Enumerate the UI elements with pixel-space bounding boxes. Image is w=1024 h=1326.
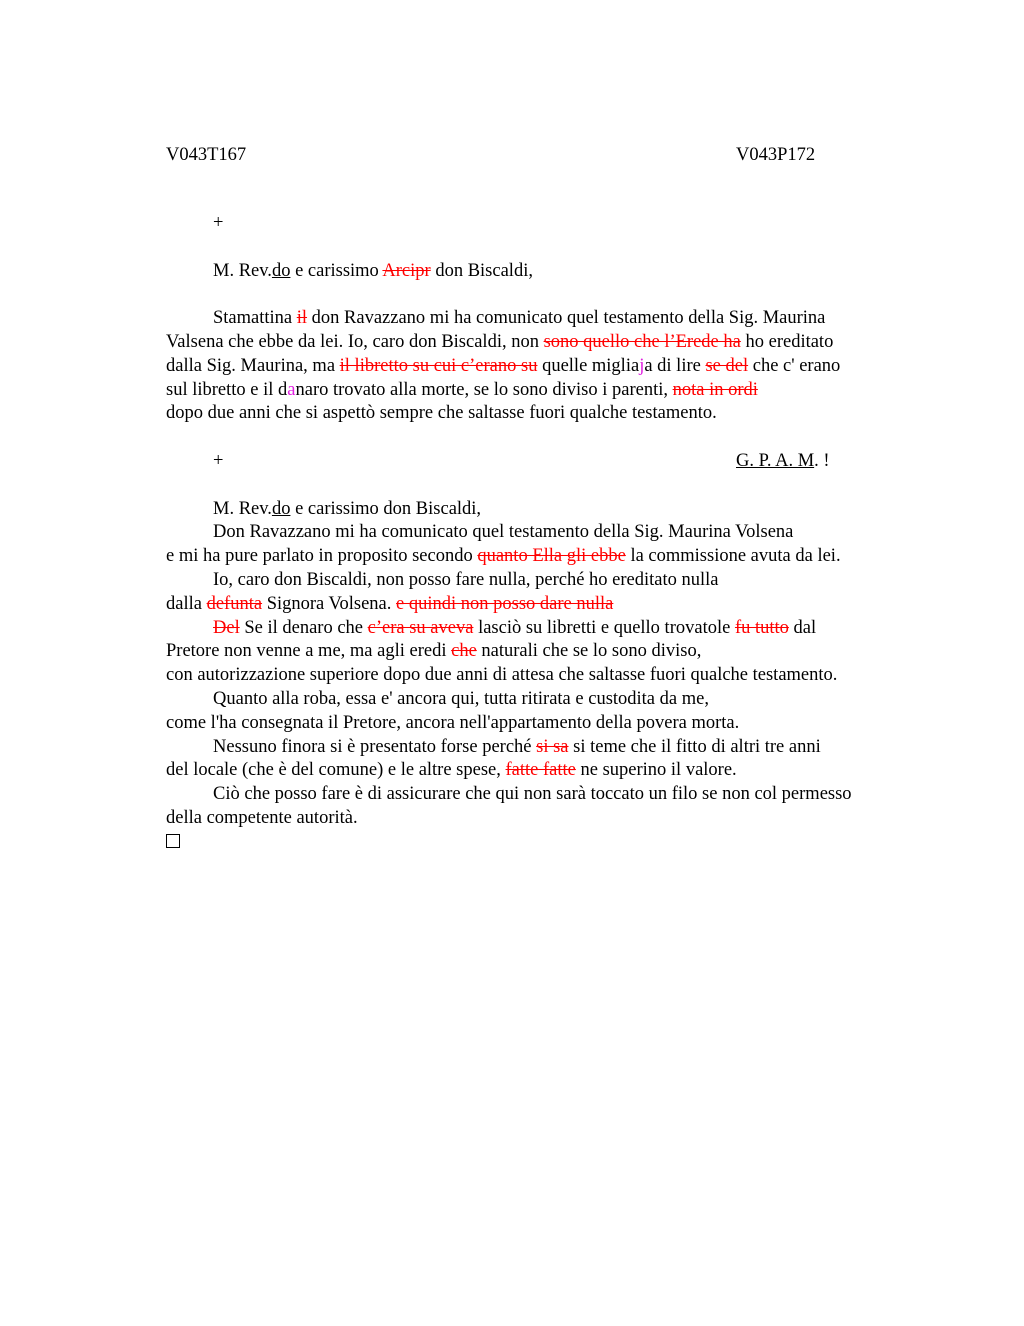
draft2-cross: + <box>213 450 224 471</box>
deleted-text: sono quello che l’Erede ha <box>543 331 741 352</box>
text-segment: Stamattina <box>213 308 297 329</box>
text-line <box>166 402 926 426</box>
deleted-text: defunta <box>206 593 263 614</box>
text-segment: Pretore non venne a me, ma agli eredi <box>166 641 452 662</box>
text-segment: Se il denaro che <box>239 617 368 638</box>
draft2-paragraphs <box>166 521 926 830</box>
draft1-salutation <box>166 260 926 284</box>
deleted-text: quanto Ella gli ebbe <box>477 546 626 567</box>
text-segment: Signora Volsena. <box>262 593 397 614</box>
text-line <box>166 688 926 712</box>
text-segment: Quanto alla roba, essa e' ancora qui, tutta ritirata e custodita da me, <box>213 688 709 709</box>
text-segment: come l'ha consegnata il Pretore, ancora nell'appartamento della povera morta. <box>166 712 740 733</box>
underlined-abbrev: do <box>271 498 291 519</box>
text-segment: Valsena che ebbe da lei. Io, caro don Biscaldi, non <box>166 331 544 352</box>
text-segment: sul libretto e il d <box>166 379 288 400</box>
deleted-text: fu tutto <box>734 617 789 638</box>
deleted-text: che <box>451 641 477 662</box>
text-segment: della competente autorità. <box>166 807 358 828</box>
text-segment: che c' erano <box>748 355 841 376</box>
text-line <box>166 664 926 688</box>
draft2-header-line <box>166 450 926 474</box>
text-segment: quelle miglia <box>537 355 640 376</box>
text-line <box>166 783 926 807</box>
text-line <box>166 617 926 641</box>
document-ref-right: V043P172 <box>736 145 816 165</box>
deleted-text: si sa <box>536 736 569 757</box>
text-segment: dal <box>788 617 817 638</box>
text-segment: Io, caro don Biscaldi, non posso fare nulla, perché ho ereditato nulla <box>213 569 719 590</box>
inserted-letter: a <box>287 379 296 400</box>
text-segment: a di lire <box>644 355 706 376</box>
signature-underlined: G. P. A. M <box>736 450 815 471</box>
signature-initials <box>736 450 830 474</box>
text-line <box>166 759 926 783</box>
text-segment: con autorizzazione superiore dopo due anni di attesa che saltasse fuori qualche testamento. <box>166 665 838 686</box>
draft2-salutation <box>166 498 926 522</box>
text-line <box>166 593 926 617</box>
text-line <box>166 807 926 831</box>
deleted-text: se del <box>705 355 749 376</box>
text-segment: lasciò su libretti e quello trovatole <box>473 617 735 638</box>
text-segment: don Ravazzano mi ha comunicato quel testamento della Sig. Maurina <box>307 308 826 329</box>
deleted-text: nota in ordi <box>672 379 758 400</box>
deleted-text: c’era su aveva <box>367 617 474 638</box>
document-ref-left: V043T167 <box>166 145 247 165</box>
text-segment: M. Rev. <box>213 260 272 281</box>
text-segment: si teme che il fitto di altri tre anni <box>568 736 821 757</box>
text-segment: ho ereditato <box>740 331 834 352</box>
text-segment: Don Ravazzano mi ha comunicato quel testamento della Sig. Maurina Volsena <box>213 522 794 543</box>
text-segment: la commissione avuta da lei. <box>625 546 841 567</box>
text-line <box>166 712 926 736</box>
deleted-text: Del <box>213 617 240 638</box>
text-segment: dalla <box>166 593 207 614</box>
text-line <box>166 331 926 355</box>
text-segment: dalla Sig. Maurina, ma <box>166 355 340 376</box>
text-segment: e carissimo <box>290 260 383 281</box>
text-segment: Ciò che posso fare è di assicurare che qui non sarà toccato un filo se non col permesso <box>213 784 852 805</box>
draft1-paragraphs <box>166 307 926 426</box>
deleted-text: e quindi non posso dare nulla <box>396 593 614 614</box>
text-segment: naturali che se lo sono diviso, <box>476 641 702 662</box>
signature-suffix: . ! <box>814 450 830 471</box>
inserted-letter: j <box>639 355 645 376</box>
text-segment: del locale (che è del comune) e le altre spese, <box>166 760 506 781</box>
deleted-text: fatte fatte <box>505 760 576 781</box>
text-line <box>166 736 926 760</box>
deleted-text: il libretto su cui c’erano su <box>339 355 538 376</box>
text-segment: don Biscaldi, <box>430 260 533 281</box>
box-icon <box>166 834 180 848</box>
letter-body <box>166 212 926 855</box>
text-segment: e mi ha pure parlato in proposito secondo <box>166 546 478 567</box>
text-segment: e carissimo don Biscaldi, <box>290 498 482 519</box>
text-line <box>166 569 926 593</box>
text-line <box>166 355 926 379</box>
text-segment: dopo due anni che si aspettò sempre che saltasse fuori qualche testamento. <box>166 403 717 424</box>
draft1-cross: + <box>213 213 224 233</box>
text-segment: M. Rev. <box>213 498 272 519</box>
text-segment: Nessuno finora si è presentato forse perché <box>213 736 537 757</box>
end-mark-line <box>166 831 926 855</box>
text-line <box>166 640 926 664</box>
text-line <box>166 307 926 331</box>
text-line <box>166 379 926 403</box>
text-line <box>166 545 926 569</box>
text-line <box>166 521 926 545</box>
deleted-text: Arcipr <box>382 260 431 281</box>
underlined-abbrev: do <box>271 260 291 281</box>
deleted-text: il <box>296 308 308 329</box>
text-segment: naro trovato alla morte, se lo sono diviso i parenti, <box>295 379 673 400</box>
text-segment: ne superino il valore. <box>575 760 737 781</box>
